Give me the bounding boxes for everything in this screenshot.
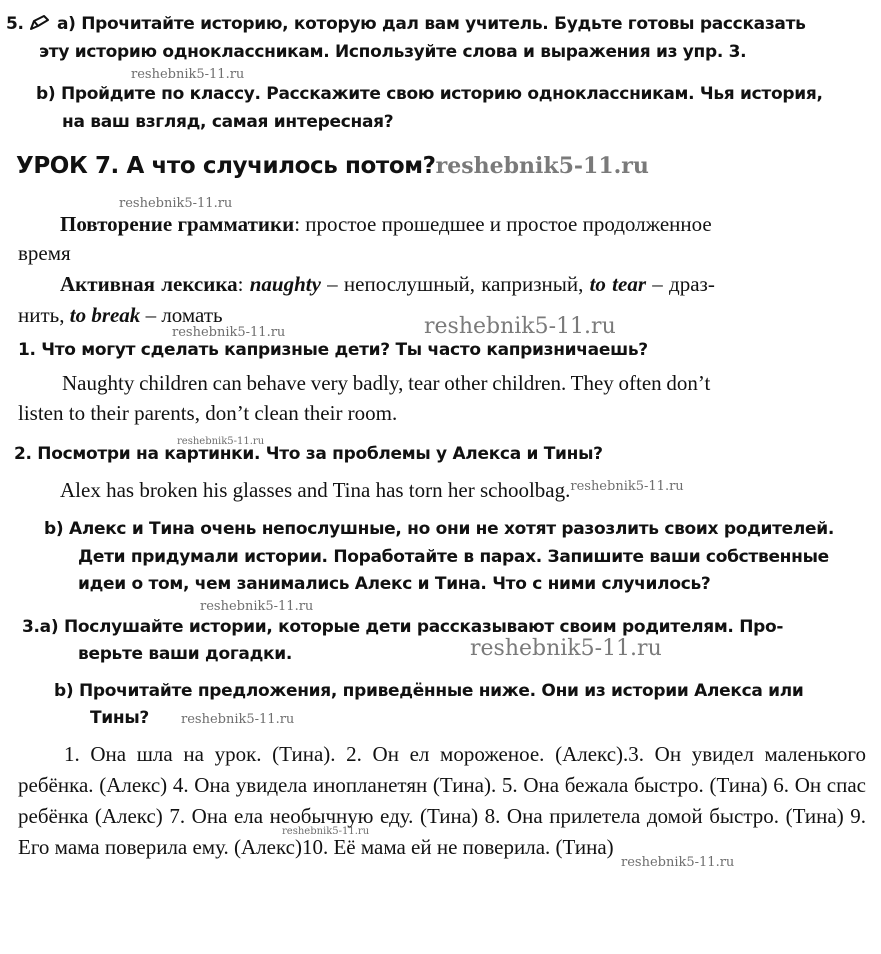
vocab-line: Активная лексика: naughty – непослушный, капризный, to tear – драз-: [60, 272, 715, 296]
exercise-2b-line-1: b) Алекс и Тина очень непослушные, но они не хотят разозлить своих родителей.: [44, 519, 835, 539]
vocab-word-to-tear: to tear: [589, 272, 647, 296]
exercise-5b-text: b) Пройдите по классу. Расскажите свою историю одноклассникам. Чья история,: [36, 84, 823, 104]
exercise-5a-text: a) Прочитайте историю, которую дал вам учитель. Будьте готовы рассказать: [56, 14, 806, 34]
watermark: reshebnik5-11.ru: [131, 67, 245, 82]
lesson-title: УРОК 7. А что случилось потом?: [16, 153, 436, 179]
watermark: reshebnik5-11.ru: [435, 153, 649, 179]
answer-2: Alex has broken his glasses and Tina has torn her schoolbag.: [60, 478, 571, 502]
answer-1-line-1: Naughty children can behave very badly, tear other children. They often don’t: [62, 371, 711, 395]
exercise-2b-line-3: идеи о том, чем занимались Алекс и Тина. Что с ними случилось?: [78, 574, 711, 594]
grammar-text: : простое прошедшее и простое продолженное: [294, 212, 712, 236]
exercise-5-line-a: [6, 14, 806, 34]
vocab-word-to-break: to break: [69, 303, 141, 327]
exercise-number: 5.: [6, 14, 24, 34]
watermark: reshebnik5-11.ru: [282, 826, 370, 837]
watermark: reshebnik5-11.ru: [621, 855, 735, 870]
watermark: reshebnik5-11.ru: [424, 314, 616, 339]
watermark: reshebnik5-11.ru: [200, 599, 314, 614]
exercise-3b-line-2: Тины?: [90, 708, 149, 728]
pencil-icon: [29, 14, 51, 32]
watermark: reshebnik5-11.ru: [177, 436, 265, 447]
exercise-3a-line-2: верьте ваши догадки.: [78, 644, 293, 664]
grammar-label: Повторение грамматики: [60, 212, 295, 236]
watermark: reshebnik5-11.ru: [470, 636, 662, 661]
exercise-3a-line-1: 3.a) Послушайте истории, которые дети рассказывают своим родителям. Про-: [22, 617, 784, 637]
question-1: 1. Что могут сделать капризные дети? Ты часто капризничаешь?: [18, 340, 648, 360]
exercise-3b-line-2-row: [90, 708, 294, 728]
answer-1-line-2: listen to their parents, don’t clean their room.: [18, 401, 398, 425]
grammar-continued: время: [18, 241, 71, 265]
exercise-3b-line-1: b) Прочитайте предложения, приведённые ниже. Они из истории Алекса или: [54, 681, 804, 701]
watermark: reshebnik5-11.ru: [181, 712, 295, 727]
vocab-continued: нить, to break – ломать: [18, 303, 223, 327]
exercise-2b-line-2: Дети придумали истории. Поработайте в парах. Запишите ваши собственные: [78, 547, 829, 567]
grammar-line: [60, 212, 712, 237]
vocab-label: Активная лексика: [60, 272, 238, 296]
exercise-5a-continued: эту историю одноклассникам. Используйте слова и выражения из упр. 3.: [39, 42, 747, 62]
answer-2-row: [60, 478, 684, 503]
question-2: 2. Посмотри на картинки. Что за проблемы у Алекса и Тины?: [14, 444, 603, 464]
vocab-word-naughty: naughty: [249, 272, 321, 296]
watermark: reshebnik5-11.ru: [172, 325, 286, 340]
watermark: reshebnik5-11.ru: [119, 196, 233, 211]
answer-3b: 1. Она шла на урок. (Тина). 2. Он ел мороженое. (Алекс).3. Он увидел маленького ребёнка. (Алекс) 4. Она увидела инопланетян (Тина). 5. Она бежала быстро. (Тина) 6. Он спас ребёнка (Алекс) 7. Она ела необычную еду. (Тина) 8. Она прилетела домой быстро. (Тина) 9. Его мама поверила ему. (Алекс)10. Её мама ей не поверила. (Тина): [18, 742, 866, 859]
lesson-title-row: [16, 153, 649, 179]
exercise-5b-continued: на ваш взгляд, самая интересная?: [62, 112, 394, 132]
watermark: reshebnik5-11.ru: [570, 479, 684, 494]
